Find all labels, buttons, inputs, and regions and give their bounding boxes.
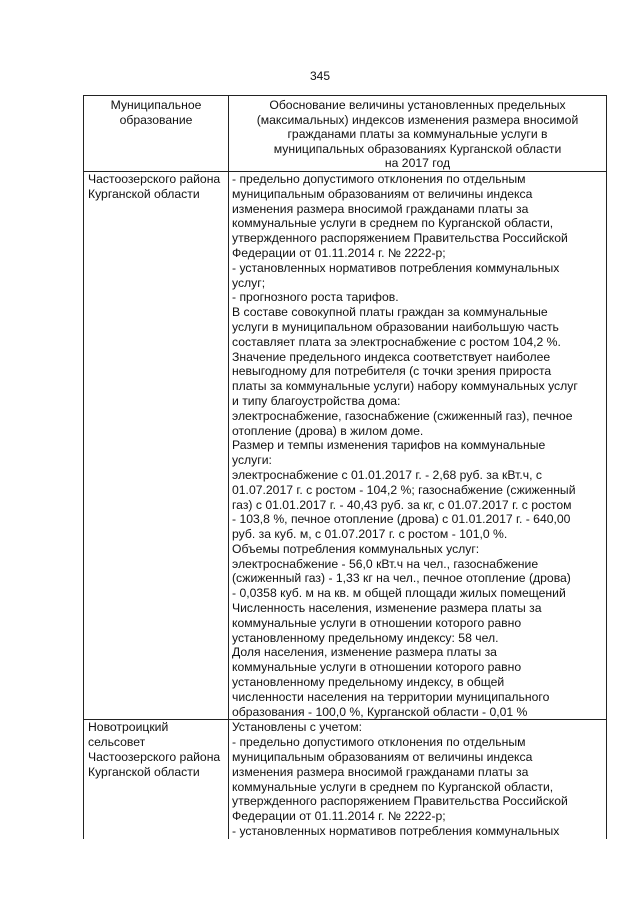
justification-line: коммунальные услуги в среднем по Курганской области, bbox=[232, 779, 554, 794]
justification-line: - предельно допустимого отклонения по отдельным bbox=[232, 171, 526, 186]
justification-line: электроснабжение - 56,0 кВт.ч на чел., газоснабжение bbox=[232, 556, 539, 571]
justification-line: коммунальные услуги в отношении которого равно bbox=[232, 615, 522, 630]
justification-line: Численность населения, изменение размера платы за bbox=[232, 601, 542, 616]
justification-line: Доля населения, изменение размера платы за bbox=[232, 645, 497, 660]
tariff-index-table bbox=[83, 95, 607, 839]
justification-line: услуги в муниципальном образовании наибольшую часть bbox=[232, 319, 559, 334]
justification-line: электроснабжение с 01.01.2017 г. - 2,68 руб. за кВт.ч, с bbox=[232, 467, 542, 482]
header-municipality bbox=[84, 96, 229, 172]
table-row bbox=[84, 720, 607, 839]
table-header-row bbox=[84, 96, 607, 172]
municipality-line: Частоозерского района bbox=[88, 750, 221, 765]
justification-line: изменения размера вносимой гражданами платы за bbox=[232, 201, 529, 216]
justification-line: муниципальным образованиям от величины индекса bbox=[232, 186, 533, 201]
municipality-cell bbox=[84, 171, 229, 719]
justification-line: - 0,0358 куб. м на кв. м общей площади жилых помещений bbox=[232, 586, 566, 601]
justification-line: установленному предельному индексу: 58 чел. bbox=[232, 630, 499, 645]
justification-line: утвержденного распоряжением Правительства Российской bbox=[232, 231, 568, 246]
justification-line: Размер и темпы изменения тарифов на коммунальные bbox=[232, 438, 546, 453]
justification-line: - прогнозного роста тарифов. bbox=[232, 290, 399, 305]
header-justification-line: муниципальных образованиях Курганской области bbox=[273, 141, 562, 156]
justification-line: услуги: bbox=[232, 453, 272, 468]
justification-line: установленному предельному индексу, в общей bbox=[232, 675, 505, 690]
justification-line: газ) с 01.01.2017 г. - 40,43 руб. за кг, с 01.07.2017 г. с ростом bbox=[232, 497, 572, 512]
justification-line: услуг; bbox=[232, 275, 266, 290]
justification-line: изменения размера вносимой гражданами платы за bbox=[232, 764, 529, 779]
page-number: 345 bbox=[309, 69, 331, 83]
justification-line: образования - 100,0 %, Курганской области - 0,01 % bbox=[232, 704, 528, 719]
header-justification bbox=[229, 96, 607, 172]
justification-line: коммунальные услуги в среднем по Курганской области, bbox=[232, 216, 554, 231]
justification-line: Объемы потребления коммунальных услуг: bbox=[232, 541, 480, 556]
justification-line: руб. за куб. м, с 01.07.2017 г. с ростом - 101,0 %. bbox=[232, 527, 508, 542]
municipality-line: Курганской области bbox=[88, 764, 200, 779]
justification-cell bbox=[229, 171, 607, 719]
justification-line: - предельно допустимого отклонения по отдельным bbox=[232, 735, 526, 750]
justification-line: - установленных нормативов потребления коммунальных bbox=[232, 824, 560, 839]
justification-line: невыгодному для потребителя (с точки зрения прироста bbox=[232, 364, 552, 379]
justification-cell bbox=[229, 720, 607, 839]
justification-line: коммунальные услуги в отношении которого равно bbox=[232, 660, 522, 675]
justification-line: и типу благоустройства дома: bbox=[232, 393, 401, 408]
justification-line: отопление (дрова) в жилом доме. bbox=[232, 423, 424, 438]
header-justification-line: на 2017 год bbox=[384, 156, 451, 171]
table-row bbox=[84, 171, 607, 719]
header-justification-line: (максимальных) индексов изменения размера вносимой bbox=[256, 112, 579, 127]
justification-line: составляет плата за электроснабжение с ростом 104,2 %. bbox=[232, 334, 561, 349]
justification-line: Федерации от 01.11.2014 г. № 2222-р; bbox=[232, 809, 446, 824]
justification-line: электроснабжение, газоснабжение (сжиженный газ), печное bbox=[232, 408, 573, 423]
municipality-line: Новотроицкий bbox=[88, 720, 169, 735]
justification-line: - 103,8 %, печное отопление (дрова) с 01.01.2017 г. - 640,00 bbox=[232, 512, 571, 527]
municipality-line: Курганской области bbox=[88, 186, 200, 201]
justification-line: утвержденного распоряжением Правительства Российской bbox=[232, 794, 568, 809]
justification-line: В составе совокупной платы граждан за коммунальные bbox=[232, 305, 548, 320]
municipality-line: сельсовет bbox=[88, 735, 146, 750]
justification-line: (сжиженный газ) - 1,33 кг на чел., печное отопление (дрова) bbox=[232, 571, 571, 586]
justification-line: 01.07.2017 г. с ростом - 104,2 %; газоснабжение (сжиженный bbox=[232, 482, 576, 497]
justification-line: муниципальным образованиям от величины индекса bbox=[232, 750, 533, 765]
header-justification-line: Обоснование величины установленных предельных bbox=[269, 98, 566, 112]
justification-line: Значение предельного индекса соответствует наиболее bbox=[232, 349, 551, 364]
justification-line: численности населения на территории муниципального bbox=[232, 689, 550, 704]
header-municipality-line: Муниципальное bbox=[110, 98, 202, 112]
justification-line: Федерации от 01.11.2014 г. № 2222-р; bbox=[232, 245, 446, 260]
justification-line: Установлены с учетом: bbox=[232, 720, 362, 735]
header-municipality-line: образование bbox=[119, 112, 193, 127]
header-justification-line: гражданами платы за коммунальные услуги в bbox=[287, 127, 548, 142]
justification-line: - установленных нормативов потребления коммунальных bbox=[232, 260, 560, 275]
justification-line: платы за коммунальные услуги) набору коммунальных услуг bbox=[232, 379, 578, 394]
municipality-cell bbox=[84, 720, 229, 839]
municipality-line: Частоозерского района bbox=[88, 171, 221, 186]
